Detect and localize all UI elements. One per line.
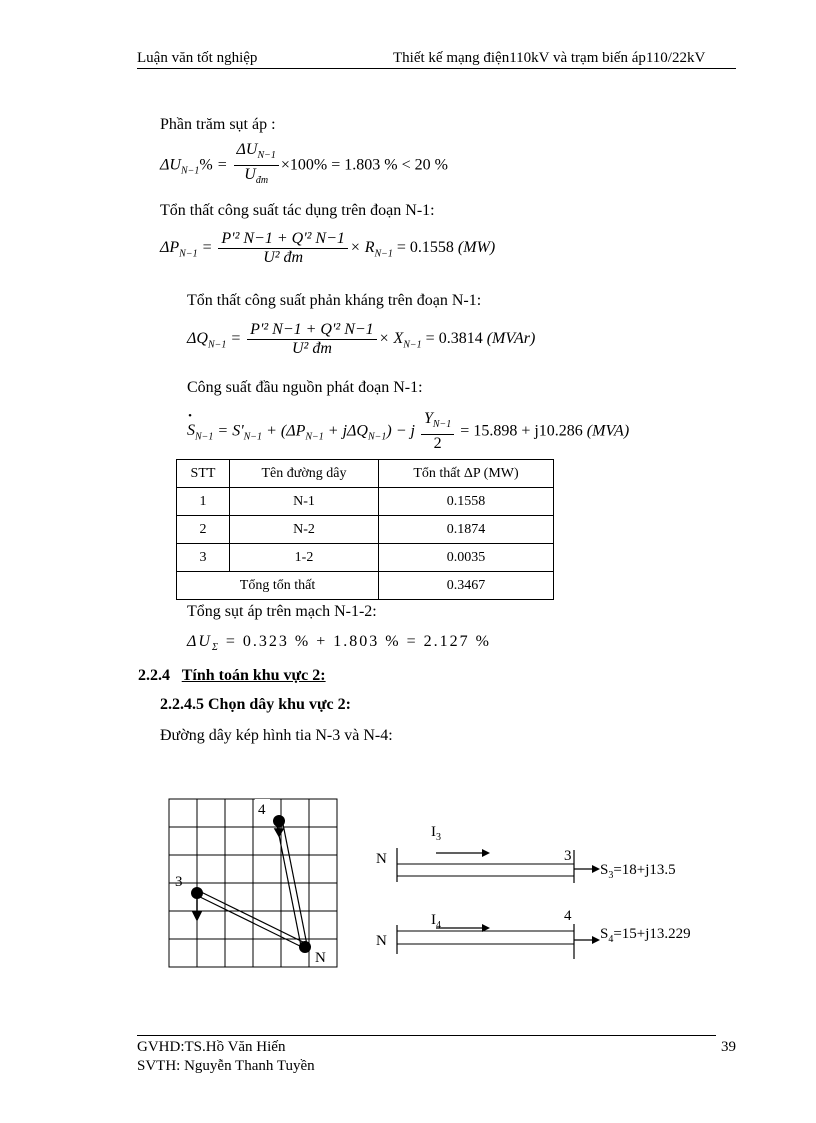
grid-diagram	[160, 790, 350, 975]
table-row	[177, 544, 554, 572]
grid-lines	[169, 799, 337, 967]
table-cell: 0.1874	[379, 516, 554, 544]
equation-reactive-loss: $\Delta Q_{N-1}$ = $\frac{\text{P'² N−1 + Q'² N−1}}{\text{U² đm}}$ × $X_{N-1} = 0.3814$ (MVAr)	[187, 321, 536, 357]
subsection-heading: 2.2.4.5 Chọn dây khu vực 2:	[160, 696, 351, 713]
equation-source-power: • $S_{N-1} = S'_{N-1} + (\Delta P_{N-1} + j\Delta Q_{N-1}) - j$ $\frac{Y_{N-1}}{2}$ = 15.898 + j10.286 (MVA)	[187, 410, 629, 453]
end-label-2: 4	[564, 908, 572, 924]
table-row	[177, 516, 554, 544]
table-total-row	[177, 572, 554, 600]
table-header-row	[177, 460, 554, 488]
table-header-cell: Tổn thất ΔP (MW)	[379, 460, 554, 488]
node-4-dot	[273, 815, 285, 827]
header-left: Luận văn tốt nghiệp	[137, 50, 258, 66]
table-row	[177, 488, 554, 516]
table-cell: N-1	[230, 488, 379, 516]
section-title: Tính toán khu vực 2:	[181, 667, 326, 684]
table-cell: N-2	[230, 516, 379, 544]
node-3-dot	[191, 887, 203, 899]
table-cell: 3	[177, 544, 230, 572]
equation-active-loss: $\Delta P_{N-1}$ = $\frac{\text{P'² N−1 + Q'² N−1}}{\text{U² đm}}$ × $R_{N-1} = 0.1558$ (MW)	[160, 230, 496, 266]
voltage-drop-title: Phần trăm sụt áp :	[160, 116, 276, 133]
reactive-loss-title: Tổn thất công suất phản kháng trên đoạn N-1:	[187, 292, 482, 309]
table-header-cell: Tên đường dây	[230, 460, 379, 488]
active-loss-title: Tổn thất công suất tác dụng trên đoạn N-1:	[160, 202, 435, 219]
table-cell: 0.0035	[379, 544, 554, 572]
source-power-title: Công suất đầu nguồn phát đoạn N-1:	[187, 379, 423, 396]
load-label-2: $S_4=15+j13.229$	[600, 926, 691, 945]
current-label-1: $I_3$	[431, 824, 441, 843]
line-diagrams	[370, 818, 715, 968]
table-cell: 2	[177, 516, 230, 544]
footer-rule	[137, 1035, 716, 1036]
end-label-1: 3	[564, 848, 572, 864]
table-total-label: Tổng tổn thất	[177, 572, 379, 600]
table-cell: 1	[177, 488, 230, 516]
node-N-label: N	[315, 950, 326, 966]
equation-voltage-drop: $\Delta U_{N-1}\%$ = $\frac{\Delta U_{N-1}}{U_{đm}}$ ×100% = 1.803 % < 20 %	[160, 141, 448, 187]
table-header-cell: STT	[177, 460, 230, 488]
source-label-1: N	[376, 851, 387, 867]
header-rule	[137, 68, 736, 69]
table-cell: 0.1558	[379, 488, 554, 516]
node-3-label: 3	[175, 874, 183, 890]
table-cell: 1-2	[230, 544, 379, 572]
page-number: 39	[721, 1039, 736, 1055]
node-4-label: 4	[258, 802, 266, 818]
load-label-1: $S_3=18+j13.5$	[600, 862, 676, 881]
footer-advisor: GVHD:TS.Hồ Văn Hiến	[137, 1039, 286, 1055]
sum-drop-title: Tổng sụt áp trên mạch N-1-2:	[187, 603, 377, 620]
arrow-marks	[193, 821, 283, 920]
header-right: Thiết kế mạng điện110kV và trạm biến áp110/22kV	[393, 50, 706, 66]
table-total-value: 0.3467	[379, 572, 554, 600]
double-line-N3	[197, 890, 306, 949]
section-number: 2.2.4	[138, 667, 170, 684]
loss-table	[176, 459, 554, 600]
line-description: Đường dây kép hình tia N-3 và N-4:	[160, 727, 393, 744]
equation-sum-drop: $\Delta U_\Sigma = 0.323$ % + 1.803 % = 2.127 %	[187, 633, 491, 654]
footer-student: SVTH: Nguyễn Thanh Tuyền	[137, 1058, 315, 1074]
section-heading	[138, 667, 326, 685]
node-N-dot	[299, 941, 311, 953]
current-label-2: $I_4$	[431, 912, 441, 931]
source-label-2: N	[376, 933, 387, 949]
